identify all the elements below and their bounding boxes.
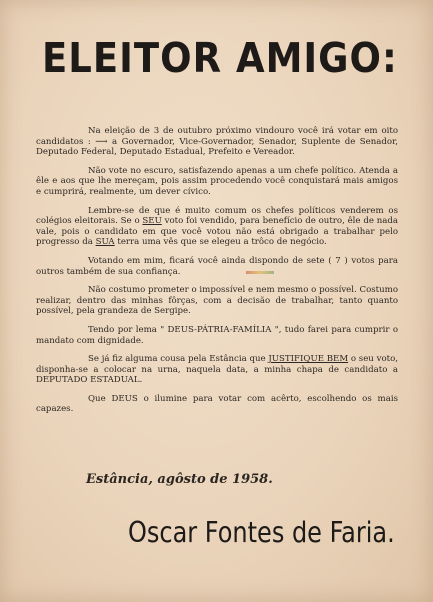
paragraph-text: o seu voto, disponha-se a colocar na urna, naquela data, a minha chapa de candidato a DEPUTADO ESTADUAL. xyxy=(36,354,398,386)
color-stain-mark xyxy=(246,271,274,274)
paragraph-text: terra uma vês que se elegeu a trôco de negócio. xyxy=(114,237,327,248)
paragraph-text: Não costumo prometer o impossível e nem mesmo o possível. Costumo realizar, dentro das minhas fôrças, com a decisão de trabalhar, tanto quanto possível, pela grandeza de Sergipe. xyxy=(36,285,398,317)
paragraph-text: Lembre-se de que é muito comum os chefes políticos venderem os colégios eleitorais. Se o xyxy=(36,205,398,227)
leaflet-title: ELEITOR AMIGO: xyxy=(42,34,398,82)
paragraph-justify-vote xyxy=(36,354,398,386)
underlined-word-seu: SEU xyxy=(142,216,162,227)
paragraph-seven-votes xyxy=(36,256,398,277)
candidate-signature: Oscar Fontes de Faria. xyxy=(128,516,395,550)
paragraph-text: Votando em mim, ficará você ainda dispondo de sete ( 7 ) votos para outros também de sua confiança. xyxy=(36,255,398,277)
paragraph-text: Se já fiz alguma cousa pela Estância que xyxy=(88,354,269,365)
paragraph-text: voto foi vendido, para benefício de outro, êle de nada vale, pois o candidato em que você votou não está obrigado a trabalhar pelo progresso da xyxy=(36,216,398,248)
leaflet-body xyxy=(36,126,398,423)
paragraph-text: Tendo por lema " DEUS-PÁTRIA-FAMÍLIA ", tudo farei para cumprir o mandato com dignidade. xyxy=(36,324,398,346)
paragraph-text: Na eleição de 3 de outubro próximo vindouro você irá votar em oito candidatos : ⟶ a Governador, Vice-Governador, Senador, Suplente de Senador, Deputado Federal, Deputado Estadual, Prefeito e Vereador. xyxy=(36,126,398,158)
paragraph-vote-consciously xyxy=(36,166,398,198)
paragraph-motto xyxy=(36,325,398,346)
paragraph-sold-votes xyxy=(36,206,398,248)
paragraph-text: Que DEUS o ilumine para votar com acêrto, escolhendo os mais capazes. xyxy=(36,393,398,415)
place-and-date: Estância, agôsto de 1958. xyxy=(86,472,273,487)
paragraph-closing-blessing xyxy=(36,394,398,415)
underlined-word-sua: SUA xyxy=(95,237,115,248)
paragraph-promises xyxy=(36,285,398,317)
paragraph-text: Não vote no escuro, satisfazendo apenas a um chefe político. Atenda a êle e aos que lhe mereçam, pois assim procedendo você conquistará mais amigos e cumprirá, realmente, um dever cívico. xyxy=(36,165,398,197)
underlined-phrase-justifique-bem: JUSTIFIQUE BEM xyxy=(268,354,349,365)
paragraph-election-offices xyxy=(36,126,398,158)
